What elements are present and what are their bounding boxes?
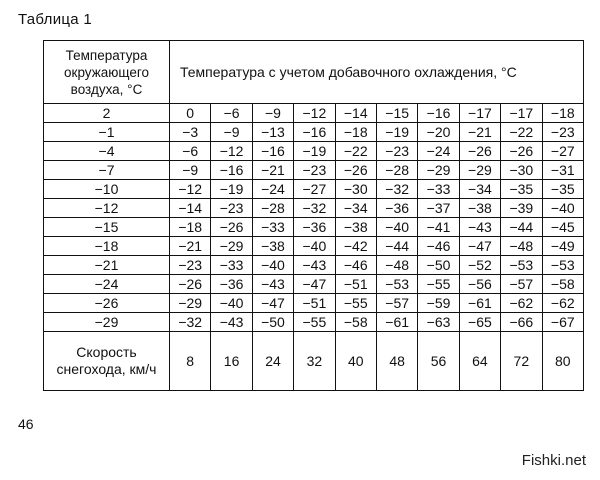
adjusted-temperature-cell: −21 xyxy=(252,161,293,180)
adjusted-temperature-cell: −45 xyxy=(542,218,584,237)
adjusted-temperature-cell: −26 xyxy=(459,142,500,161)
adjusted-temperature-cell: −63 xyxy=(418,313,459,332)
wind-chill-table xyxy=(43,40,584,391)
site-watermark: Fishki.net xyxy=(521,452,586,469)
ambient-temperature-cell: −29 xyxy=(44,313,170,332)
adjusted-temperature-cell: −23 xyxy=(542,123,584,142)
adjusted-temperature-cell: −36 xyxy=(294,218,335,237)
adjusted-temperature-cell: −36 xyxy=(211,275,252,294)
table-row xyxy=(44,199,584,218)
adjusted-temperature-cell: −58 xyxy=(542,275,584,294)
adjusted-temperature-cell: −29 xyxy=(211,237,252,256)
table-row xyxy=(44,256,584,275)
adjusted-temperature-cell: −3 xyxy=(170,123,211,142)
adjusted-temperature-cell: −50 xyxy=(252,313,293,332)
adjusted-temperature-cell: −32 xyxy=(376,180,417,199)
adjusted-temperature-cell: −6 xyxy=(170,142,211,161)
adjusted-temperature-cell: −46 xyxy=(335,256,376,275)
adjusted-temperature-cell: −48 xyxy=(376,256,417,275)
adjusted-temperature-cell: −12 xyxy=(294,104,335,123)
adjusted-temperature-cell: −31 xyxy=(542,161,584,180)
adjusted-temperature-cell: −67 xyxy=(542,313,584,332)
adjusted-temperature-cell: −56 xyxy=(459,275,500,294)
adjusted-temperature-cell: −51 xyxy=(335,275,376,294)
ambient-temperature-cell: −24 xyxy=(44,275,170,294)
adjusted-temperature-cell: −29 xyxy=(418,161,459,180)
table-row xyxy=(44,180,584,199)
adjusted-temperature-cell: −27 xyxy=(542,142,584,161)
speed-row xyxy=(44,332,584,391)
ambient-temperature-cell: −15 xyxy=(44,218,170,237)
ambient-temperature-cell: −21 xyxy=(44,256,170,275)
adjusted-temperature-cell: −12 xyxy=(170,180,211,199)
table-row xyxy=(44,104,584,123)
adjusted-temperature-cell: −55 xyxy=(294,313,335,332)
adjusted-temperature-cell: −20 xyxy=(418,123,459,142)
ambient-temperature-cell: −18 xyxy=(44,237,170,256)
adjusted-temperature-cell: −55 xyxy=(418,275,459,294)
adjusted-temperature-cell: −53 xyxy=(376,275,417,294)
adjusted-temperature-cell: −28 xyxy=(376,161,417,180)
speed-value-cell: 56 xyxy=(418,332,459,391)
adjusted-temperature-cell: −19 xyxy=(376,123,417,142)
adjusted-temperature-cell: −14 xyxy=(170,199,211,218)
adjusted-temperature-cell: −62 xyxy=(542,294,584,313)
adjusted-temperature-cell: −9 xyxy=(211,123,252,142)
adjusted-temperature-cell: −48 xyxy=(501,237,542,256)
table-caption: Таблица 1 xyxy=(18,11,93,28)
adjusted-temperature-cell: −43 xyxy=(211,313,252,332)
speed-value-cell: 40 xyxy=(335,332,376,391)
adjusted-temperature-cell: −53 xyxy=(542,256,584,275)
adjusted-temperature-cell: −43 xyxy=(252,275,293,294)
adjusted-temperature-cell: −14 xyxy=(335,104,376,123)
adjusted-temperature-cell: −15 xyxy=(376,104,417,123)
ambient-temperature-cell: −1 xyxy=(44,123,170,142)
adjusted-temperature-cell: −17 xyxy=(459,104,500,123)
adjusted-temperature-cell: −43 xyxy=(459,218,500,237)
adjusted-temperature-cell: −21 xyxy=(170,237,211,256)
adjusted-temperature-cell: −28 xyxy=(252,199,293,218)
speed-value-cell: 80 xyxy=(542,332,584,391)
speed-value-cell: 32 xyxy=(294,332,335,391)
adjusted-temperature-cell: −35 xyxy=(542,180,584,199)
adjusted-temperature-cell: −47 xyxy=(252,294,293,313)
table-row xyxy=(44,142,584,161)
adjusted-temperature-cell: −26 xyxy=(501,142,542,161)
adjusted-temperature-cell: −33 xyxy=(252,218,293,237)
adjusted-temperature-cell: −33 xyxy=(211,256,252,275)
adjusted-temperature-cell: −24 xyxy=(418,142,459,161)
table-row xyxy=(44,161,584,180)
adjusted-temperature-cell: −16 xyxy=(252,142,293,161)
speed-label: Скорость снегохода, км/ч xyxy=(44,332,170,391)
adjusted-temperature-cell: −35 xyxy=(501,180,542,199)
adjusted-temperature-cell: −43 xyxy=(294,256,335,275)
page-number: 46 xyxy=(18,416,34,432)
adjusted-temperature-cell: −38 xyxy=(459,199,500,218)
ambient-temperature-cell: 2 xyxy=(44,104,170,123)
ambient-temperature-cell: −10 xyxy=(44,180,170,199)
table-row xyxy=(44,123,584,142)
adjusted-temperature-cell: −32 xyxy=(294,199,335,218)
table-row xyxy=(44,275,584,294)
adjusted-temperature-cell: −12 xyxy=(211,142,252,161)
adjusted-temperature-cell: −22 xyxy=(335,142,376,161)
adjusted-temperature-cell: −40 xyxy=(211,294,252,313)
adjusted-temperature-cell: 0 xyxy=(170,104,211,123)
speed-value-cell: 72 xyxy=(501,332,542,391)
adjusted-temperature-cell: −57 xyxy=(376,294,417,313)
adjusted-temperature-cell: −9 xyxy=(170,161,211,180)
adjusted-temperature-cell: −33 xyxy=(418,180,459,199)
ambient-temperature-header: Температура окружающего воздуха, °C xyxy=(44,41,170,104)
adjusted-temperature-cell: −50 xyxy=(418,256,459,275)
speed-value-cell: 16 xyxy=(211,332,252,391)
table-row xyxy=(44,294,584,313)
adjusted-temperature-cell: −47 xyxy=(294,275,335,294)
table-row xyxy=(44,313,584,332)
adjusted-temperature-cell: −55 xyxy=(335,294,376,313)
adjusted-temperature-cell: −24 xyxy=(252,180,293,199)
adjusted-temperature-cell: −40 xyxy=(376,218,417,237)
adjusted-temperature-cell: −41 xyxy=(418,218,459,237)
adjusted-temperature-cell: −16 xyxy=(211,161,252,180)
speed-value-cell: 48 xyxy=(376,332,417,391)
adjusted-temperature-cell: −51 xyxy=(294,294,335,313)
table-row xyxy=(44,218,584,237)
adjusted-temperature-cell: −34 xyxy=(459,180,500,199)
adjusted-temperature-cell: −29 xyxy=(459,161,500,180)
adjusted-temperature-cell: −30 xyxy=(335,180,376,199)
adjusted-temperature-cell: −23 xyxy=(376,142,417,161)
adjusted-temperature-cell: −46 xyxy=(418,237,459,256)
adjusted-temperature-cell: −18 xyxy=(170,218,211,237)
adjusted-temperature-header: Температура с учетом добавочного охлаждения, °C xyxy=(170,41,584,104)
adjusted-temperature-cell: −32 xyxy=(170,313,211,332)
adjusted-temperature-cell: −29 xyxy=(170,294,211,313)
adjusted-temperature-cell: −30 xyxy=(501,161,542,180)
adjusted-temperature-cell: −23 xyxy=(294,161,335,180)
adjusted-temperature-cell: −62 xyxy=(501,294,542,313)
adjusted-temperature-cell: −26 xyxy=(211,218,252,237)
adjusted-temperature-cell: −61 xyxy=(376,313,417,332)
speed-value-cell: 64 xyxy=(459,332,500,391)
adjusted-temperature-cell: −53 xyxy=(501,256,542,275)
adjusted-temperature-cell: −42 xyxy=(335,237,376,256)
adjusted-temperature-cell: −18 xyxy=(335,123,376,142)
adjusted-temperature-cell: −19 xyxy=(294,142,335,161)
adjusted-temperature-cell: −17 xyxy=(501,104,542,123)
adjusted-temperature-cell: −47 xyxy=(459,237,500,256)
adjusted-temperature-cell: −65 xyxy=(459,313,500,332)
adjusted-temperature-cell: −26 xyxy=(335,161,376,180)
adjusted-temperature-cell: −16 xyxy=(418,104,459,123)
adjusted-temperature-cell: −40 xyxy=(294,237,335,256)
adjusted-temperature-cell: −38 xyxy=(335,218,376,237)
adjusted-temperature-cell: −40 xyxy=(252,256,293,275)
adjusted-temperature-cell: −38 xyxy=(252,237,293,256)
adjusted-temperature-cell: −22 xyxy=(501,123,542,142)
adjusted-temperature-cell: −58 xyxy=(335,313,376,332)
adjusted-temperature-cell: −39 xyxy=(501,199,542,218)
adjusted-temperature-cell: −6 xyxy=(211,104,252,123)
table-body xyxy=(44,41,584,391)
ambient-temperature-cell: −4 xyxy=(44,142,170,161)
adjusted-temperature-cell: −27 xyxy=(294,180,335,199)
speed-value-cell: 24 xyxy=(252,332,293,391)
adjusted-temperature-cell: −40 xyxy=(542,199,584,218)
adjusted-temperature-cell: −21 xyxy=(459,123,500,142)
adjusted-temperature-cell: −16 xyxy=(294,123,335,142)
adjusted-temperature-cell: −37 xyxy=(418,199,459,218)
ambient-temperature-cell: −26 xyxy=(44,294,170,313)
ambient-temperature-cell: −7 xyxy=(44,161,170,180)
ambient-temperature-cell: −12 xyxy=(44,199,170,218)
header-row xyxy=(44,41,584,104)
adjusted-temperature-cell: −52 xyxy=(459,256,500,275)
adjusted-temperature-cell: −23 xyxy=(211,199,252,218)
adjusted-temperature-cell: −13 xyxy=(252,123,293,142)
adjusted-temperature-cell: −19 xyxy=(211,180,252,199)
adjusted-temperature-cell: −26 xyxy=(170,275,211,294)
adjusted-temperature-cell: −36 xyxy=(376,199,417,218)
adjusted-temperature-cell: −34 xyxy=(335,199,376,218)
adjusted-temperature-cell: −44 xyxy=(501,218,542,237)
adjusted-temperature-cell: −59 xyxy=(418,294,459,313)
adjusted-temperature-cell: −49 xyxy=(542,237,584,256)
adjusted-temperature-cell: −9 xyxy=(252,104,293,123)
adjusted-temperature-cell: −57 xyxy=(501,275,542,294)
adjusted-temperature-cell: −44 xyxy=(376,237,417,256)
adjusted-temperature-cell: −61 xyxy=(459,294,500,313)
speed-value-cell: 8 xyxy=(170,332,211,391)
table-row xyxy=(44,237,584,256)
adjusted-temperature-cell: −66 xyxy=(501,313,542,332)
adjusted-temperature-cell: −18 xyxy=(542,104,584,123)
adjusted-temperature-cell: −23 xyxy=(170,256,211,275)
